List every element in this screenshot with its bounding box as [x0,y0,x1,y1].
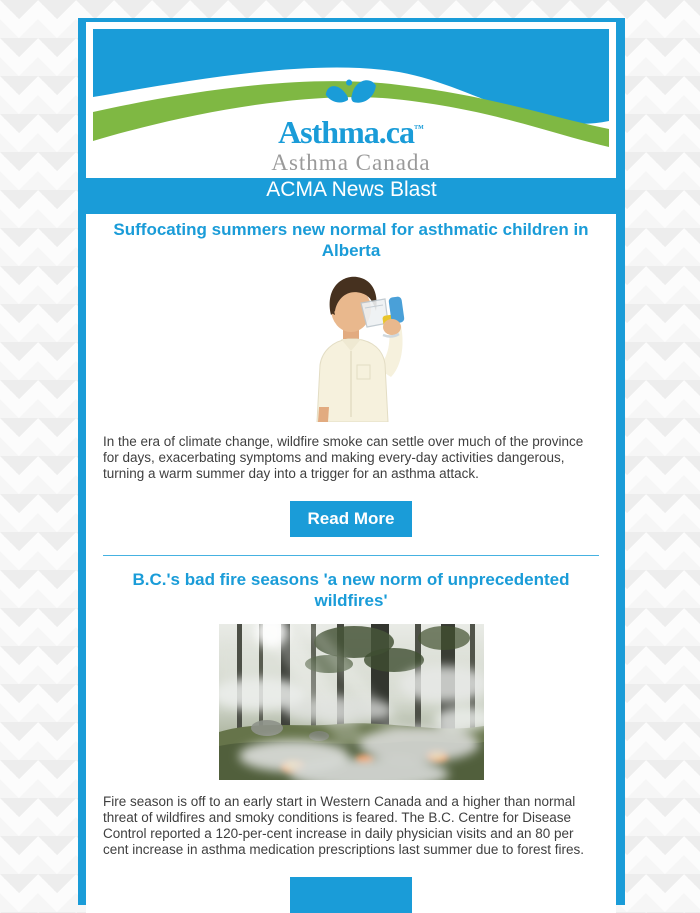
article-1 [103,220,599,537]
wildfire-forest-photo [219,624,484,780]
read-more-button-2[interactable] [290,877,412,913]
article-2-image [219,624,484,780]
asthma-canada-logo [93,74,609,171]
article-2 [103,556,599,912]
boy-inhaler-photo [291,267,411,422]
header-wave-banner [93,29,609,171]
article-2-body: Fire season is off to an early start in Western Canada and a higher than normal threat of wildfires and smoky conditions is feared. The B.C. Centre for Disease Control reported a 120-per-cent increase in daily physician visits and an 80 per cent increase in asthma medication prescriptions last summer due to forest fires. [103,793,584,857]
email-frame [78,18,625,905]
trademark-symbol: ™ [413,123,424,135]
news-banner [78,178,625,202]
brand-wordmark [278,116,424,148]
butterfly-icon [322,74,380,118]
article-1-body: In the era of climate change, wildfire smoke can settle over much of the province for days, exacerbating symptoms and making every-day activities dangerous, turning a warm summer day into a trigger for an asthma attack. [103,434,584,482]
article-1-image [291,267,411,422]
read-more-button-1[interactable]: Read More [290,501,412,537]
article-2-title: B.C.'s bad fire seasons 'a new norm of unprecedented wildfires' [132,570,570,611]
brand-text: Asthma.ca [278,114,414,150]
content-card [86,214,616,913]
brand-tagline: Asthma Canada [271,150,431,171]
article-1-title: Suffocating summers new normal for asthmatic children in Alberta [113,220,589,260]
news-banner-title: ACMA News Blast [266,178,437,201]
header-card [86,22,616,178]
